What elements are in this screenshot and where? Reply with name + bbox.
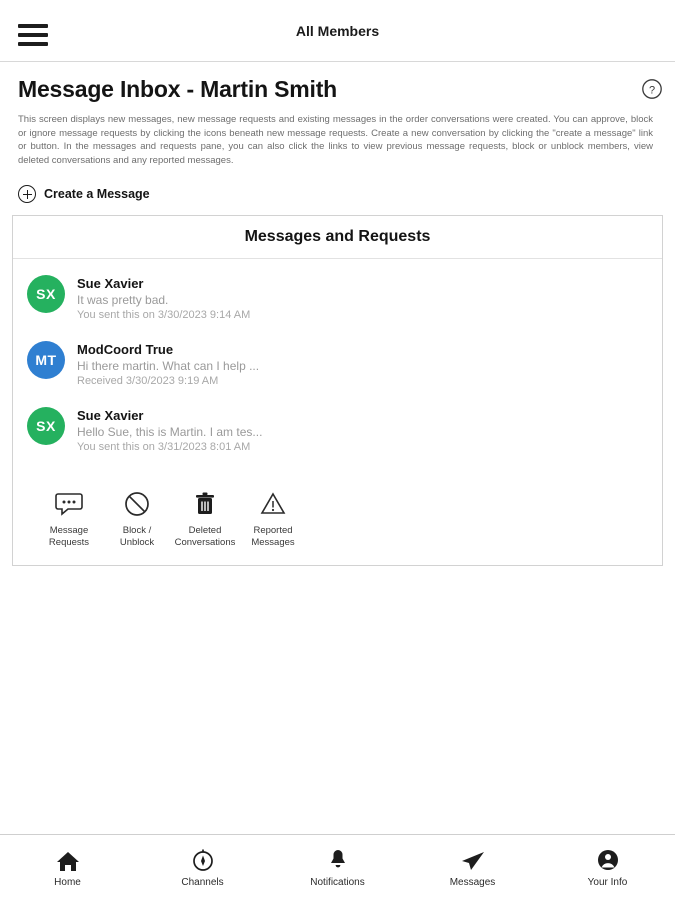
action-label-line2: Conversations <box>174 537 236 548</box>
avatar: SX <box>27 275 65 313</box>
message-body <box>77 275 250 321</box>
hamburger-line <box>18 42 48 46</box>
action-label-line2: Requests <box>48 537 90 548</box>
block-circle-slash-icon <box>122 489 152 519</box>
compass-icon <box>191 848 215 872</box>
nav-item-channels[interactable] <box>135 848 270 888</box>
action-label-line1: Reported <box>253 525 293 536</box>
sender-name: Sue Xavier <box>77 276 144 291</box>
sender-name: Sue Xavier <box>77 408 144 423</box>
paper-plane-icon <box>460 848 486 872</box>
nav-label: Messages <box>449 876 496 888</box>
list-item[interactable] <box>13 335 662 401</box>
hamburger-line <box>18 24 48 28</box>
message-preview: Hello Sue, this is Martin. I am tes... <box>77 425 263 439</box>
nav-label: Channels <box>181 876 224 888</box>
message-meta: Received 3/30/2023 9:19 AM <box>77 375 219 387</box>
svg-text:?: ? <box>648 84 656 97</box>
page-title: Message Inbox - Martin Smith <box>18 76 338 102</box>
deleted-conversations-action[interactable] <box>171 489 239 549</box>
create-message-button[interactable] <box>18 185 150 203</box>
list-item[interactable] <box>13 269 662 335</box>
avatar: SX <box>27 407 65 445</box>
bell-icon <box>326 848 350 872</box>
trash-can-icon <box>190 489 220 519</box>
nav-item-messages[interactable] <box>405 848 540 888</box>
action-label-line2: Unblock <box>119 537 155 548</box>
action-label-line1: Block / <box>122 525 152 536</box>
action-label <box>175 525 236 549</box>
panel-actions <box>13 467 662 565</box>
warning-triangle-icon <box>258 489 288 519</box>
sender-name: ModCoord True <box>77 342 174 357</box>
message-requests-action[interactable] <box>35 489 103 549</box>
message-meta: You sent this on 3/31/2023 8:01 AM <box>77 441 251 453</box>
hamburger-menu-icon[interactable] <box>18 24 48 46</box>
top-bar-title: All Members <box>295 22 380 39</box>
page-header <box>0 62 675 167</box>
action-label <box>120 525 154 549</box>
user-circle-icon <box>596 848 620 872</box>
plus-circle-icon <box>18 185 36 203</box>
action-label-line2: Messages <box>251 537 295 548</box>
create-message-label: Create a Message <box>44 187 150 201</box>
message-meta: You sent this on 3/30/2023 9:14 AM <box>77 309 251 321</box>
block-unblock-action[interactable] <box>103 489 171 549</box>
nav-item-home[interactable] <box>0 848 135 888</box>
message-preview: It was pretty bad. <box>77 293 169 307</box>
action-label <box>251 525 294 549</box>
messages-and-requests-panel <box>12 215 663 566</box>
action-label-line1: Message <box>49 525 89 536</box>
list-item[interactable] <box>13 401 662 467</box>
nav-label: Your Info <box>587 876 628 888</box>
panel-title: Messages and Requests <box>13 216 662 259</box>
top-bar <box>0 0 675 62</box>
chat-bubble-ellipsis-icon <box>54 489 84 519</box>
message-list <box>13 259 662 467</box>
message-preview: Hi there martin. What can I help ... <box>77 359 260 373</box>
nav-item-your-info[interactable] <box>540 848 675 888</box>
page-description: This screen displays new messages, new message requests and existing messages in the order conversations were created. You can approve, block or ignore message requests by clicking the icons beneath new message requests. Create a new conversation by clicking the "create a message" link or button. In the messages and requests pane, you can also click the links to view previous message requests, block or unblock members, view deleted conversations and any reported messages. <box>18 114 653 166</box>
nav-label: Home <box>54 876 81 888</box>
message-body <box>77 407 262 453</box>
hamburger-line <box>18 33 48 37</box>
nav-label: Notifications <box>310 876 365 888</box>
help-question-circle-icon[interactable] <box>641 78 663 100</box>
action-label <box>49 525 89 549</box>
home-icon <box>56 848 80 872</box>
avatar: MT <box>27 341 65 379</box>
action-label-line1: Deleted <box>188 525 222 536</box>
bottom-navigation <box>0 834 675 900</box>
message-body <box>77 341 259 387</box>
reported-messages-action[interactable] <box>239 489 307 549</box>
nav-item-notifications[interactable] <box>270 848 405 888</box>
